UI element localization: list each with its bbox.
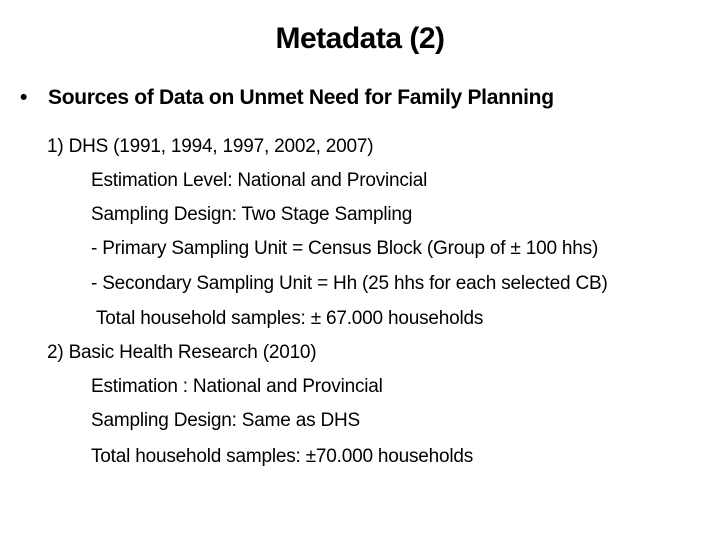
source-1-psu: - Primary Sampling Unit = Census Block (Group of ± 100 hhs) bbox=[91, 238, 599, 259]
source-1-samples: Total household samples: ± 67.000 households bbox=[96, 308, 484, 329]
bullet-marker: • bbox=[20, 86, 28, 109]
source-2-heading: 2) Basic Health Research (2010) bbox=[47, 342, 317, 363]
source-1-estimation: Estimation Level: National and Provincial bbox=[91, 170, 428, 191]
bullet-text: Sources of Data on Unmet Need for Family Planning bbox=[48, 86, 554, 109]
slide-title: Metadata (2) bbox=[275, 22, 445, 55]
bullet-heading bbox=[20, 86, 554, 110]
source-2-estimation: Estimation : National and Provincial bbox=[91, 376, 383, 397]
source-2-design: Sampling Design: Same as DHS bbox=[91, 410, 360, 431]
source-2-samples: Total household samples: ±70.000 households bbox=[91, 446, 474, 467]
source-1-heading: 1) DHS (1991, 1994, 1997, 2002, 2007) bbox=[47, 136, 374, 157]
source-1-ssu: - Secondary Sampling Unit = Hh (25 hhs for each selected CB) bbox=[91, 273, 608, 294]
source-1-design: Sampling Design: Two Stage Sampling bbox=[91, 204, 413, 225]
